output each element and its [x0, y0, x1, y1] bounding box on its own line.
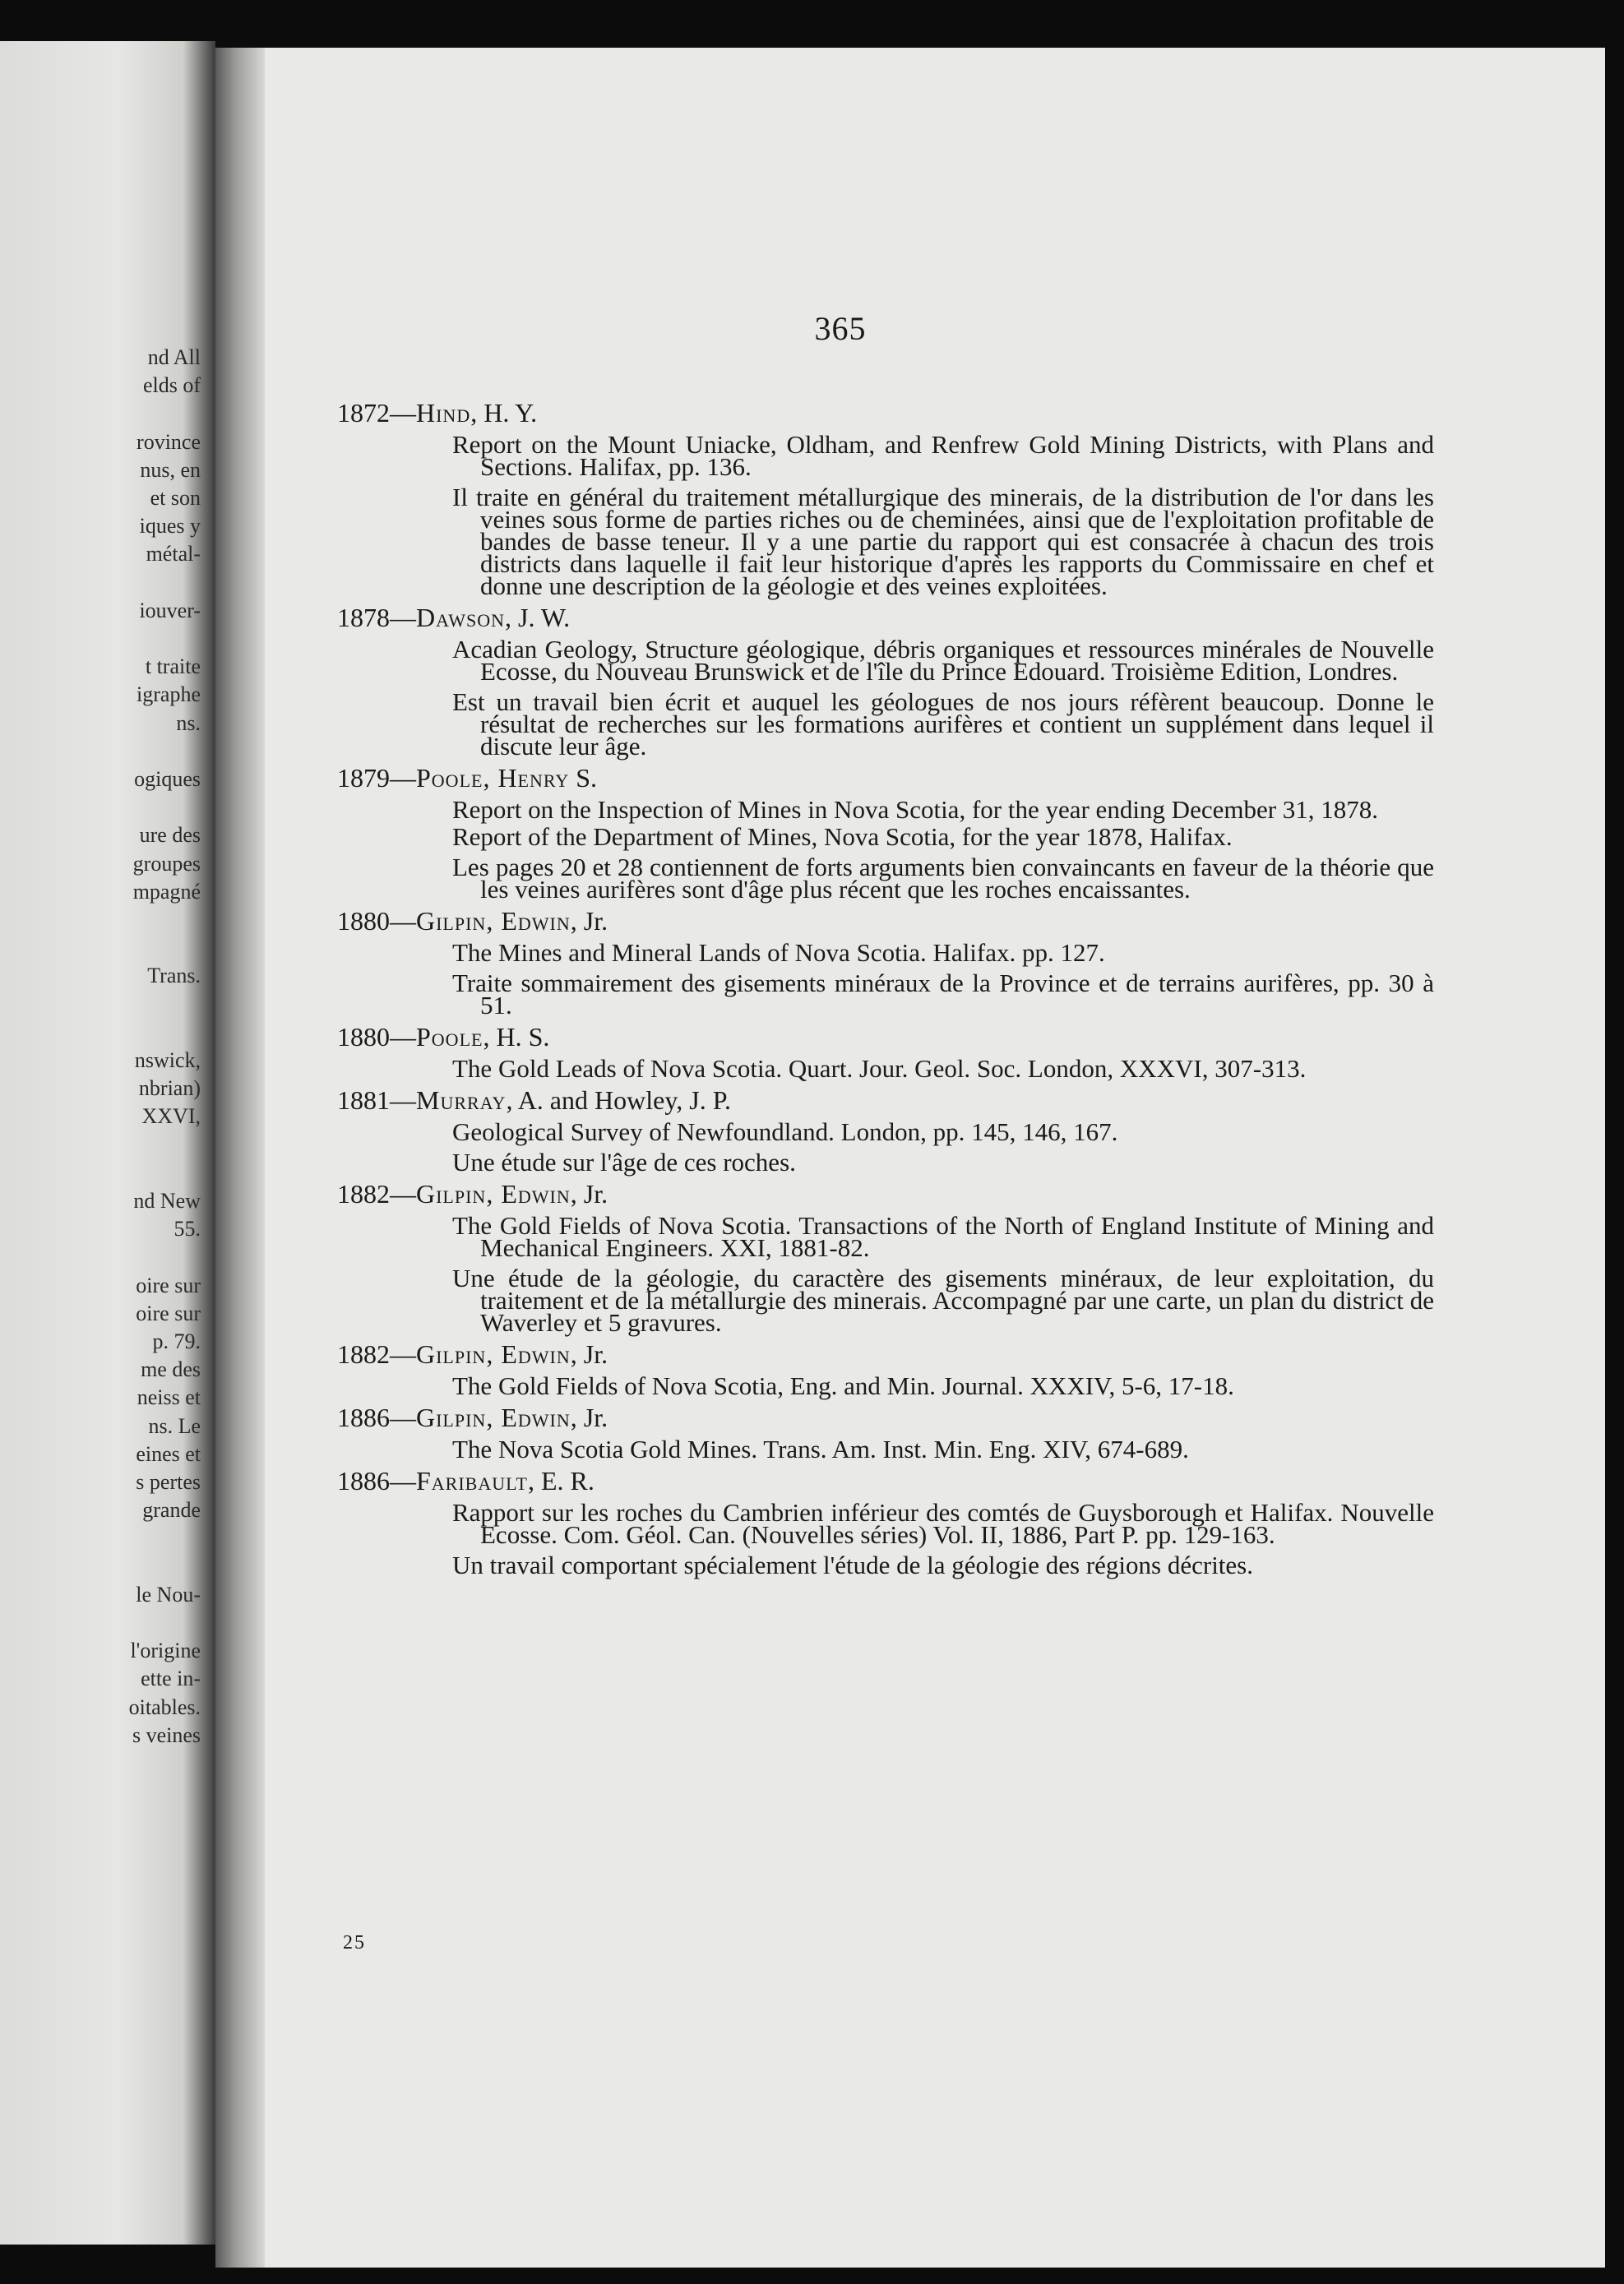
- entry-description: Traite sommairement des gisements minéraux de la Province et de terrains aurifères, pp. 30 à 51.: [452, 969, 1434, 1019]
- bibliography-entry: [337, 397, 1505, 600]
- entry-title: Acadian Geology, Structure géologique, débris organiques et ressources minérales de Nouvelle Ecosse, du Nouveau Brunswick et de l'île du Prince Edouard. Troisième Edition, Londres.: [452, 635, 1434, 686]
- entry-author: Gilpin, Edwin: [416, 1339, 571, 1369]
- entry-title: Report of the Department of Mines, Nova Scotia, for the year 1878, Halifax.: [452, 822, 1233, 851]
- document-page: [215, 48, 1605, 2268]
- left-page-fragment: ure des: [139, 823, 201, 848]
- entry-author: Hind: [416, 398, 471, 428]
- entry-initials: , A. and Howley, J. P.: [506, 1085, 731, 1115]
- left-page-fragment: me des: [141, 1357, 201, 1382]
- entry-author: Gilpin, Edwin: [416, 1179, 571, 1209]
- entry-author: Poole: [416, 1022, 483, 1052]
- left-page-fragment: nswick,: [134, 1048, 201, 1072]
- entry-title: The Gold Fields of Nova Scotia. Transactions of the North of England Institute of Mining and Mechanical Engineers. XXI, 1881-82.: [452, 1211, 1434, 1262]
- left-page-fragment: rovince: [136, 429, 201, 454]
- left-page-fragment: nd All: [147, 345, 201, 369]
- left-page-fragment: t traite: [145, 654, 201, 679]
- entry-description: Un travail comportant spécialement l'étude de la géologie des régions décrites.: [452, 1551, 1253, 1579]
- entry-heading: [337, 397, 1505, 428]
- entry-author: Murray: [416, 1085, 507, 1115]
- entry-year: 1886—: [337, 1466, 416, 1496]
- bibliography-entry: [337, 1338, 1505, 1400]
- entry-year: 1880—: [337, 1022, 416, 1052]
- left-facing-page: [0, 41, 215, 2245]
- left-page-fragment: s veines: [132, 1722, 201, 1747]
- left-page-fragment: s pertes: [136, 1470, 201, 1494]
- entry-year: 1882—: [337, 1339, 416, 1369]
- entry-initials: , Jr.: [570, 906, 608, 936]
- entry-year: 1881—: [337, 1085, 416, 1115]
- entry-heading: [337, 1084, 1505, 1116]
- entry-heading: [337, 1402, 1505, 1433]
- entry-heading: [337, 1338, 1505, 1370]
- entry-heading: [337, 762, 1505, 793]
- left-page-fragment: le Nou-: [136, 1582, 201, 1607]
- left-page-fragment: p. 79.: [152, 1329, 201, 1353]
- bibliography-entry: [337, 905, 1505, 1019]
- left-page-fragment: ette in-: [141, 1667, 201, 1691]
- entry-title: Geological Survey of Newfoundland. London, pp. 145, 146, 167.: [452, 1117, 1118, 1146]
- entry-year: 1882—: [337, 1179, 416, 1209]
- left-page-fragment: neiss et: [136, 1385, 201, 1410]
- entry-year: 1872—: [337, 398, 416, 428]
- left-page-fragment: ns. Le: [148, 1413, 201, 1438]
- bibliography-entry: [337, 1021, 1505, 1083]
- left-page-fragment: nbrian): [138, 1076, 201, 1101]
- entry-initials: , Jr.: [570, 1339, 608, 1369]
- bibliography-entry: [337, 1402, 1505, 1463]
- entry-initials: , E. R.: [528, 1466, 595, 1496]
- entry-author: Poole, Henry: [416, 763, 570, 793]
- left-page-fragment: l'origine: [130, 1639, 201, 1663]
- entry-heading: [337, 1178, 1505, 1209]
- left-page-fragment: nus, en: [140, 457, 201, 482]
- entry-description: Est un travail bien écrit et auquel les géologues de nos jours réfèrent beaucoup. Donne le résultat de recherches sur les formations aurifères et contient un supplément dans lequel il discute leur âge.: [452, 687, 1434, 761]
- left-page-fragment: ns.: [176, 710, 201, 735]
- entry-description: Les pages 20 et 28 contiennent de forts arguments bien convaincants en faveur de la théorie que les veines aurifères sont d'âge plus récent que les roches encaissantes.: [452, 853, 1434, 904]
- entry-initials: , H. S.: [483, 1022, 550, 1052]
- entry-initials: , Jr.: [570, 1179, 608, 1209]
- entry-title: Report on the Inspection of Mines in Nova Scotia, for the year ending December 31, 1878.: [452, 795, 1379, 824]
- entry-title: Report on the Mount Uniacke, Oldham, and Renfrew Gold Mining Districts, with Plans and Sections. Halifax, pp. 136.: [452, 430, 1434, 481]
- bibliography-entry: [337, 762, 1505, 904]
- page-number: 365: [814, 310, 867, 347]
- entry-author: Gilpin, Edwin: [416, 1403, 571, 1432]
- entry-title: The Mines and Mineral Lands of Nova Scotia. Halifax. pp. 127.: [452, 938, 1105, 967]
- left-page-fragment: groupes: [132, 851, 201, 876]
- entry-author: Gilpin, Edwin: [416, 906, 571, 936]
- entry-title: Rapport sur les roches du Cambrien inférieur des comtés de Guysborough et Halifax. Nouvelle Ecosse. Com. Géol. Can. (Nouvelles séries) Vol. II, 1886, Part P. pp. 129-163.: [452, 1498, 1434, 1549]
- entry-title: The Nova Scotia Gold Mines. Trans. Am. Inst. Min. Eng. XIV, 674-689.: [452, 1435, 1189, 1463]
- left-page-fragment: et son: [150, 486, 201, 510]
- left-page-fragment: iouver-: [139, 598, 201, 622]
- entry-author: Dawson: [416, 603, 506, 632]
- left-page-fragment: mpagné: [132, 879, 201, 904]
- bibliography-list: [337, 397, 1505, 1581]
- entry-year: 1878—: [337, 603, 416, 632]
- bibliography-entry: [337, 1465, 1505, 1579]
- left-page-fragment: oitables.: [128, 1695, 201, 1719]
- left-page-fragment: oire sur: [136, 1273, 201, 1297]
- entry-initials: , H. Y.: [470, 398, 538, 428]
- left-page-fragment: oire sur: [136, 1301, 201, 1325]
- bibliography-entry: [337, 602, 1505, 761]
- left-page-fragment: Trans.: [147, 964, 201, 988]
- entry-initials: , J. W.: [505, 603, 571, 632]
- left-page-fragment: XXVI,: [141, 1104, 201, 1129]
- entry-author: Faribault: [416, 1466, 528, 1496]
- left-page-fragment: grande: [142, 1498, 201, 1523]
- left-page-fragment: nd New: [133, 1189, 201, 1213]
- entry-initials: , Jr.: [570, 1403, 608, 1432]
- entry-description: Une étude de la géologie, du caractère des gisements minéraux, de leur exploitation, du traitement et de la métallurgie des minerais. Accompagné par une carte, un plan du district de Waverley et 5 gravures.: [452, 1264, 1434, 1337]
- entry-title: The Gold Leads of Nova Scotia. Quart. Jour. Geol. Soc. London, XXXVI, 307-313.: [452, 1054, 1307, 1083]
- entry-heading: [337, 1465, 1505, 1496]
- entry-year: 1880—: [337, 906, 416, 936]
- bibliography-entry: [337, 1084, 1505, 1177]
- entry-heading: [337, 602, 1505, 633]
- entry-initials: S.: [569, 763, 598, 793]
- left-page-fragment: métal-: [146, 542, 201, 566]
- left-page-fragment: elds of: [142, 373, 201, 398]
- entry-year: 1886—: [337, 1403, 416, 1432]
- left-page-fragment: eines et: [136, 1441, 201, 1466]
- entry-heading: [337, 905, 1505, 936]
- left-page-fragment: igraphe: [136, 682, 201, 707]
- bibliography-entry: [337, 1178, 1505, 1337]
- left-page-fragment: ogiques: [134, 767, 201, 791]
- signature-mark: 25: [343, 1932, 366, 1953]
- entry-description: Il traite en général du traitement métallurgique des minerais, de la distribution de l'or dans les veines sous forme de parties riches ou de cheminées, ainsi que de l'exploitation profitable de bandes de basse teneur. Il y a une partie du rapport qui est consacrée à chacun des trois districts dans laquelle il fait leur historique d'après les rapports du Commissaire en chef et donne une description de la géologie et des veines exploitées.: [452, 483, 1434, 600]
- left-page-fragment: 55.: [174, 1217, 201, 1241]
- page-spine-shadow: [215, 48, 265, 2268]
- entry-description: Une étude sur l'âge de ces roches.: [452, 1148, 796, 1177]
- left-page-fragment: iques y: [139, 514, 201, 539]
- entry-heading: [337, 1021, 1505, 1052]
- entry-year: 1879—: [337, 763, 416, 793]
- entry-title: The Gold Fields of Nova Scotia, Eng. and Min. Journal. XXXIV, 5-6, 17-18.: [452, 1371, 1234, 1400]
